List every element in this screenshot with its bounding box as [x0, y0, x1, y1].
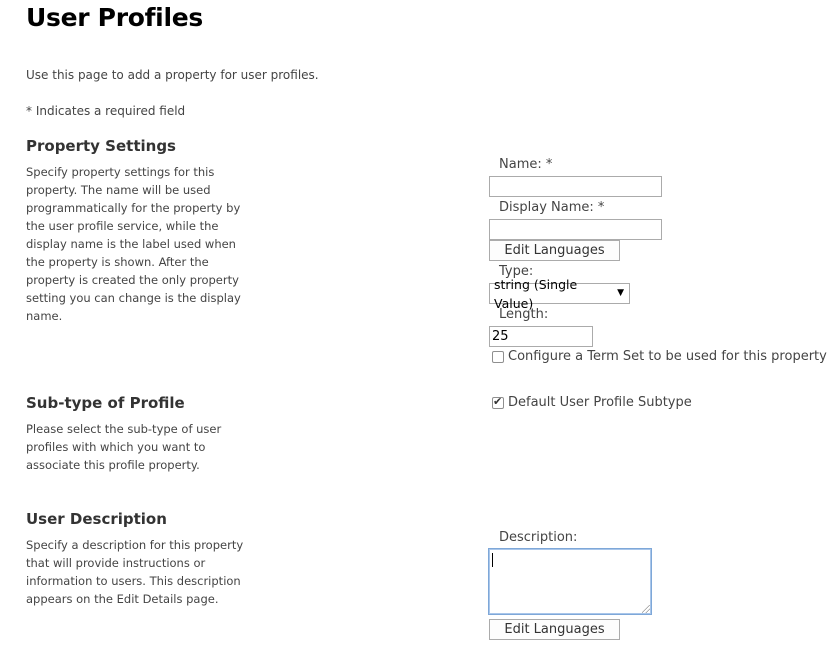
page-intro: Use this page to add a property for user profiles.	[26, 68, 319, 82]
term-set-row	[492, 349, 827, 364]
page-title: User Profiles	[26, 3, 203, 32]
resize-grip-icon[interactable]	[642, 605, 650, 613]
length-label: Length:	[499, 307, 549, 322]
default-subtype-checkbox[interactable]	[492, 397, 504, 409]
term-set-label: Configure a Term Set to be used for this property	[508, 349, 827, 364]
required-field-note: * Indicates a required field	[26, 104, 186, 118]
subtype-description: Please select the sub-type of user profiles with which you want to associate this profile property.	[26, 422, 222, 472]
length-input[interactable]	[489, 326, 593, 347]
description-textarea[interactable]	[488, 548, 652, 615]
description-label: Description:	[499, 530, 578, 545]
display-name-label: Display Name: *	[499, 200, 605, 215]
term-set-checkbox[interactable]	[492, 351, 504, 363]
property-settings-title: Property Settings	[26, 137, 176, 155]
type-select[interactable]	[489, 276, 630, 311]
property-settings-description: Specify property settings for this property. The name will be used programmatically for the property by the user profile service, while the display name is the label used when the property is shown. After the property is created the only property setting you can change is the display name.	[26, 165, 241, 323]
type-label: Type:	[499, 264, 534, 279]
default-subtype-row	[492, 395, 692, 410]
description-edit-languages-button[interactable]: Edit Languages	[489, 619, 620, 640]
name-label: Name: *	[499, 157, 553, 172]
chevron-down-icon: ▼	[617, 288, 624, 298]
user-description-title: User Description	[26, 510, 167, 528]
text-caret	[492, 553, 493, 567]
type-select-value: string (Single Value)	[494, 276, 578, 311]
display-name-input[interactable]	[489, 219, 662, 240]
edit-languages-button[interactable]: Edit Languages	[489, 240, 620, 261]
default-subtype-label: Default User Profile Subtype	[508, 395, 692, 410]
user-description-text: Specify a description for this property that will provide instructions or information to users. This description appears on the Edit Details page.	[26, 538, 244, 606]
name-input[interactable]	[489, 176, 662, 197]
subtype-title: Sub-type of Profile	[26, 394, 185, 412]
